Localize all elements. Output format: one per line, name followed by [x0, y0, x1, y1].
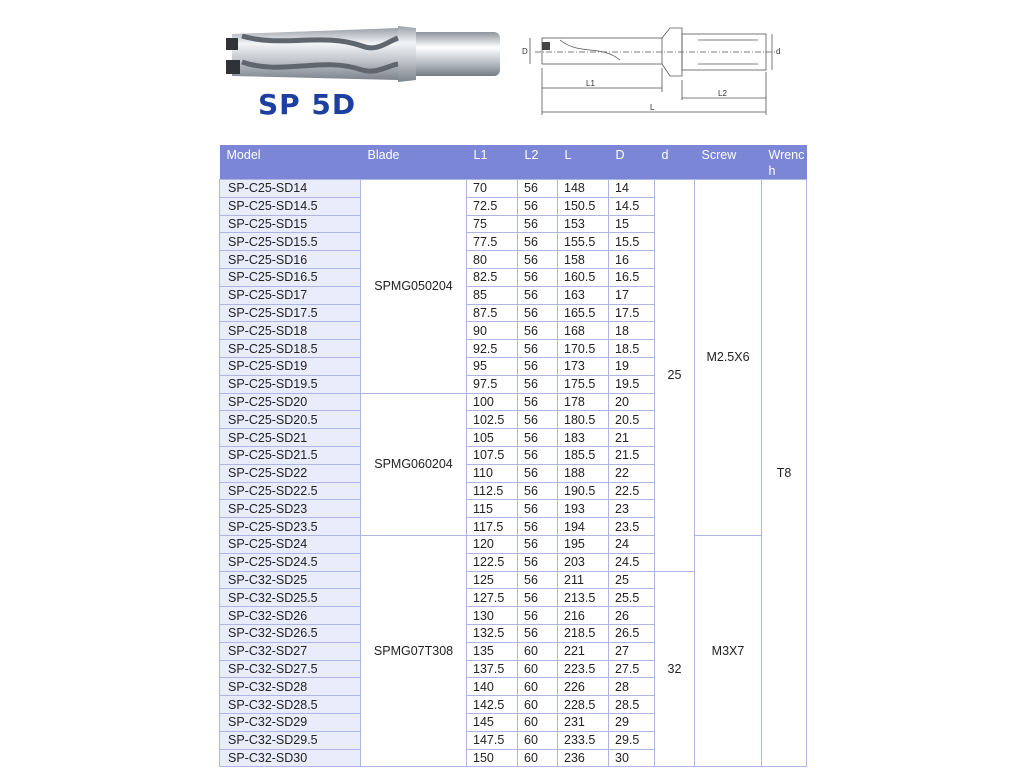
- l2-cell: 56: [518, 393, 558, 411]
- l-cell: 173: [558, 357, 609, 375]
- model-cell: SP-C25-SD22: [220, 464, 361, 482]
- cut-dia-cell: 16.5: [609, 268, 655, 286]
- cut-dia-cell: 17.5: [609, 304, 655, 322]
- l-cell: 203: [558, 553, 609, 571]
- l2-cell: 60: [518, 660, 558, 678]
- model-cell: SP-C25-SD14.5: [220, 197, 361, 215]
- model-cell: SP-C32-SD29.5: [220, 731, 361, 749]
- l1-cell: 132.5: [467, 624, 518, 642]
- l1-cell: 127.5: [467, 589, 518, 607]
- l1-cell: 85: [467, 286, 518, 304]
- l1-cell: 145: [467, 713, 518, 731]
- l-cell: 170.5: [558, 340, 609, 358]
- cut-dia-cell: 29.5: [609, 731, 655, 749]
- l2-cell: 56: [518, 197, 558, 215]
- l1-cell: 105: [467, 429, 518, 447]
- cut-dia-cell: 22.5: [609, 482, 655, 500]
- l1-cell: 140: [467, 678, 518, 696]
- cut-dia-cell: 19.5: [609, 375, 655, 393]
- header-wrench: Wrench: [762, 145, 807, 180]
- l1-cell: 100: [467, 393, 518, 411]
- cut-dia-cell: 22: [609, 464, 655, 482]
- l-cell: 231: [558, 713, 609, 731]
- cut-dia-cell: 18.5: [609, 340, 655, 358]
- l2-cell: 56: [518, 304, 558, 322]
- l1-cell: 135: [467, 642, 518, 660]
- table-row: [220, 535, 807, 553]
- l2-cell: 56: [518, 233, 558, 251]
- l2-cell: 56: [518, 375, 558, 393]
- l1-cell: 87.5: [467, 304, 518, 322]
- l2-cell: 56: [518, 535, 558, 553]
- l-cell: 236: [558, 749, 609, 767]
- model-cell: SP-C25-SD19.5: [220, 375, 361, 393]
- l2-cell: 56: [518, 322, 558, 340]
- cut-dia-cell: 23.5: [609, 518, 655, 536]
- l2-cell: 60: [518, 749, 558, 767]
- table-row: [220, 180, 807, 198]
- l1-cell: 77.5: [467, 233, 518, 251]
- drawing-label-d: d: [776, 47, 781, 56]
- cut-dia-cell: 15: [609, 215, 655, 233]
- l-cell: 150.5: [558, 197, 609, 215]
- drawing-label-L2: L2: [718, 89, 727, 98]
- table-body: [220, 180, 807, 767]
- cut-dia-cell: 16: [609, 251, 655, 269]
- model-cell: SP-C25-SD20.5: [220, 411, 361, 429]
- l2-cell: 60: [518, 678, 558, 696]
- l2-cell: 60: [518, 731, 558, 749]
- l-cell: 233.5: [558, 731, 609, 749]
- l-cell: 194: [558, 518, 609, 536]
- l2-cell: 56: [518, 571, 558, 589]
- l2-cell: 56: [518, 482, 558, 500]
- cut-dia-cell: 20.5: [609, 411, 655, 429]
- l2-cell: 56: [518, 518, 558, 536]
- cut-dia-cell: 27: [609, 642, 655, 660]
- model-cell: SP-C25-SD17: [220, 286, 361, 304]
- drill-photo: [222, 18, 504, 90]
- model-cell: SP-C32-SD28.5: [220, 696, 361, 714]
- l2-cell: 56: [518, 553, 558, 571]
- model-cell: SP-C25-SD21.5: [220, 446, 361, 464]
- header-d-upper: D: [609, 145, 655, 180]
- l1-cell: 110: [467, 464, 518, 482]
- screw-cell: M2.5X6: [695, 180, 762, 536]
- l1-cell: 95: [467, 357, 518, 375]
- l1-cell: 122.5: [467, 553, 518, 571]
- technical-drawing: [520, 10, 800, 125]
- l2-cell: 56: [518, 251, 558, 269]
- l-cell: 168: [558, 322, 609, 340]
- shank-dia-cell: 25: [655, 180, 695, 572]
- cut-dia-cell: 23: [609, 500, 655, 518]
- table-header-row: [220, 145, 807, 180]
- model-cell: SP-C32-SD26: [220, 607, 361, 625]
- l1-cell: 92.5: [467, 340, 518, 358]
- model-cell: SP-C32-SD27.5: [220, 660, 361, 678]
- l-cell: 195: [558, 535, 609, 553]
- drawing-label-L1: L1: [586, 79, 595, 88]
- cut-dia-cell: 30: [609, 749, 655, 767]
- l1-cell: 97.5: [467, 375, 518, 393]
- model-cell: SP-C25-SD22.5: [220, 482, 361, 500]
- l2-cell: 56: [518, 500, 558, 518]
- l-cell: 183: [558, 429, 609, 447]
- cut-dia-cell: 14.5: [609, 197, 655, 215]
- header-l2: L2: [518, 145, 558, 180]
- l1-cell: 115: [467, 500, 518, 518]
- model-cell: SP-C32-SD25.5: [220, 589, 361, 607]
- spec-table: [219, 145, 807, 767]
- l-cell: 190.5: [558, 482, 609, 500]
- l-cell: 218.5: [558, 624, 609, 642]
- l-cell: 221: [558, 642, 609, 660]
- cut-dia-cell: 28: [609, 678, 655, 696]
- l-cell: 158: [558, 251, 609, 269]
- shank-dia-cell: 32: [655, 571, 695, 767]
- blade-cell: SPMG07T308: [361, 535, 467, 766]
- cut-dia-cell: 26: [609, 607, 655, 625]
- model-cell: SP-C25-SD19: [220, 357, 361, 375]
- header-l1: L1: [467, 145, 518, 180]
- blade-cell: SPMG050204: [361, 180, 467, 394]
- l2-cell: 56: [518, 589, 558, 607]
- l-cell: 211: [558, 571, 609, 589]
- model-cell: SP-C32-SD27: [220, 642, 361, 660]
- l-cell: 188: [558, 464, 609, 482]
- l-cell: 226: [558, 678, 609, 696]
- model-cell: SP-C25-SD18.5: [220, 340, 361, 358]
- header-blade: Blade: [361, 145, 467, 180]
- cut-dia-cell: 17: [609, 286, 655, 304]
- cut-dia-cell: 28.5: [609, 696, 655, 714]
- model-cell: SP-C32-SD28: [220, 678, 361, 696]
- l1-cell: 72.5: [467, 197, 518, 215]
- cut-dia-cell: 24: [609, 535, 655, 553]
- model-cell: SP-C32-SD30: [220, 749, 361, 767]
- l2-cell: 56: [518, 411, 558, 429]
- model-cell: SP-C25-SD23: [220, 500, 361, 518]
- header-l: L: [558, 145, 609, 180]
- l-cell: 148: [558, 180, 609, 198]
- l-cell: 228.5: [558, 696, 609, 714]
- l1-cell: 125: [467, 571, 518, 589]
- l-cell: 180.5: [558, 411, 609, 429]
- header-d-lower: d: [655, 145, 695, 180]
- l1-cell: 147.5: [467, 731, 518, 749]
- model-cell: SP-C25-SD17.5: [220, 304, 361, 322]
- l2-cell: 60: [518, 713, 558, 731]
- l1-cell: 130: [467, 607, 518, 625]
- blade-cell: SPMG060204: [361, 393, 467, 535]
- model-cell: SP-C32-SD25: [220, 571, 361, 589]
- l-cell: 185.5: [558, 446, 609, 464]
- l-cell: 193: [558, 500, 609, 518]
- cut-dia-cell: 21.5: [609, 446, 655, 464]
- l2-cell: 56: [518, 607, 558, 625]
- cut-dia-cell: 24.5: [609, 553, 655, 571]
- cut-dia-cell: 20: [609, 393, 655, 411]
- l1-cell: 82.5: [467, 268, 518, 286]
- model-cell: SP-C25-SD20: [220, 393, 361, 411]
- l-cell: 160.5: [558, 268, 609, 286]
- l-cell: 165.5: [558, 304, 609, 322]
- cut-dia-cell: 21: [609, 429, 655, 447]
- l-cell: 216: [558, 607, 609, 625]
- l2-cell: 56: [518, 268, 558, 286]
- l1-cell: 150: [467, 749, 518, 767]
- cut-dia-cell: 27.5: [609, 660, 655, 678]
- header-model: Model: [220, 145, 361, 180]
- model-cell: SP-C25-SD15.5: [220, 233, 361, 251]
- l1-cell: 102.5: [467, 411, 518, 429]
- l1-cell: 80: [467, 251, 518, 269]
- model-cell: SP-C25-SD23.5: [220, 518, 361, 536]
- cut-dia-cell: 26.5: [609, 624, 655, 642]
- l-cell: 163: [558, 286, 609, 304]
- header-screw: Screw: [695, 145, 762, 180]
- l-cell: 155.5: [558, 233, 609, 251]
- model-cell: SP-C25-SD14: [220, 180, 361, 198]
- l1-cell: 107.5: [467, 446, 518, 464]
- model-cell: SP-C32-SD26.5: [220, 624, 361, 642]
- cut-dia-cell: 18: [609, 322, 655, 340]
- model-cell: SP-C25-SD18: [220, 322, 361, 340]
- l2-cell: 56: [518, 446, 558, 464]
- l1-cell: 117.5: [467, 518, 518, 536]
- l1-cell: 137.5: [467, 660, 518, 678]
- l2-cell: 56: [518, 624, 558, 642]
- l2-cell: 56: [518, 340, 558, 358]
- wrench-cell: T8: [762, 180, 807, 767]
- l1-cell: 112.5: [467, 482, 518, 500]
- l-cell: 153: [558, 215, 609, 233]
- l2-cell: 56: [518, 215, 558, 233]
- cut-dia-cell: 25.5: [609, 589, 655, 607]
- l1-cell: 75: [467, 215, 518, 233]
- cut-dia-cell: 25: [609, 571, 655, 589]
- cut-dia-cell: 14: [609, 180, 655, 198]
- l2-cell: 60: [518, 696, 558, 714]
- cut-dia-cell: 19: [609, 357, 655, 375]
- l1-cell: 90: [467, 322, 518, 340]
- l-cell: 223.5: [558, 660, 609, 678]
- model-cell: SP-C25-SD16: [220, 251, 361, 269]
- model-cell: SP-C25-SD24.5: [220, 553, 361, 571]
- screw-cell: M3X7: [695, 535, 762, 766]
- l2-cell: 56: [518, 286, 558, 304]
- model-cell: SP-C32-SD29: [220, 713, 361, 731]
- model-cell: SP-C25-SD16.5: [220, 268, 361, 286]
- l2-cell: 56: [518, 429, 558, 447]
- l2-cell: 56: [518, 464, 558, 482]
- l-cell: 178: [558, 393, 609, 411]
- model-cell: SP-C25-SD15: [220, 215, 361, 233]
- l1-cell: 142.5: [467, 696, 518, 714]
- drawing-label-L: L: [650, 103, 655, 112]
- l1-cell: 120: [467, 535, 518, 553]
- l1-cell: 70: [467, 180, 518, 198]
- model-cell: SP-C25-SD21: [220, 429, 361, 447]
- drawing-label-D: D: [522, 47, 528, 56]
- l2-cell: 56: [518, 180, 558, 198]
- cut-dia-cell: 29: [609, 713, 655, 731]
- l2-cell: 60: [518, 642, 558, 660]
- l2-cell: 56: [518, 357, 558, 375]
- product-title: SP 5D: [258, 88, 357, 121]
- model-cell: SP-C25-SD24: [220, 535, 361, 553]
- l-cell: 175.5: [558, 375, 609, 393]
- l-cell: 213.5: [558, 589, 609, 607]
- cut-dia-cell: 15.5: [609, 233, 655, 251]
